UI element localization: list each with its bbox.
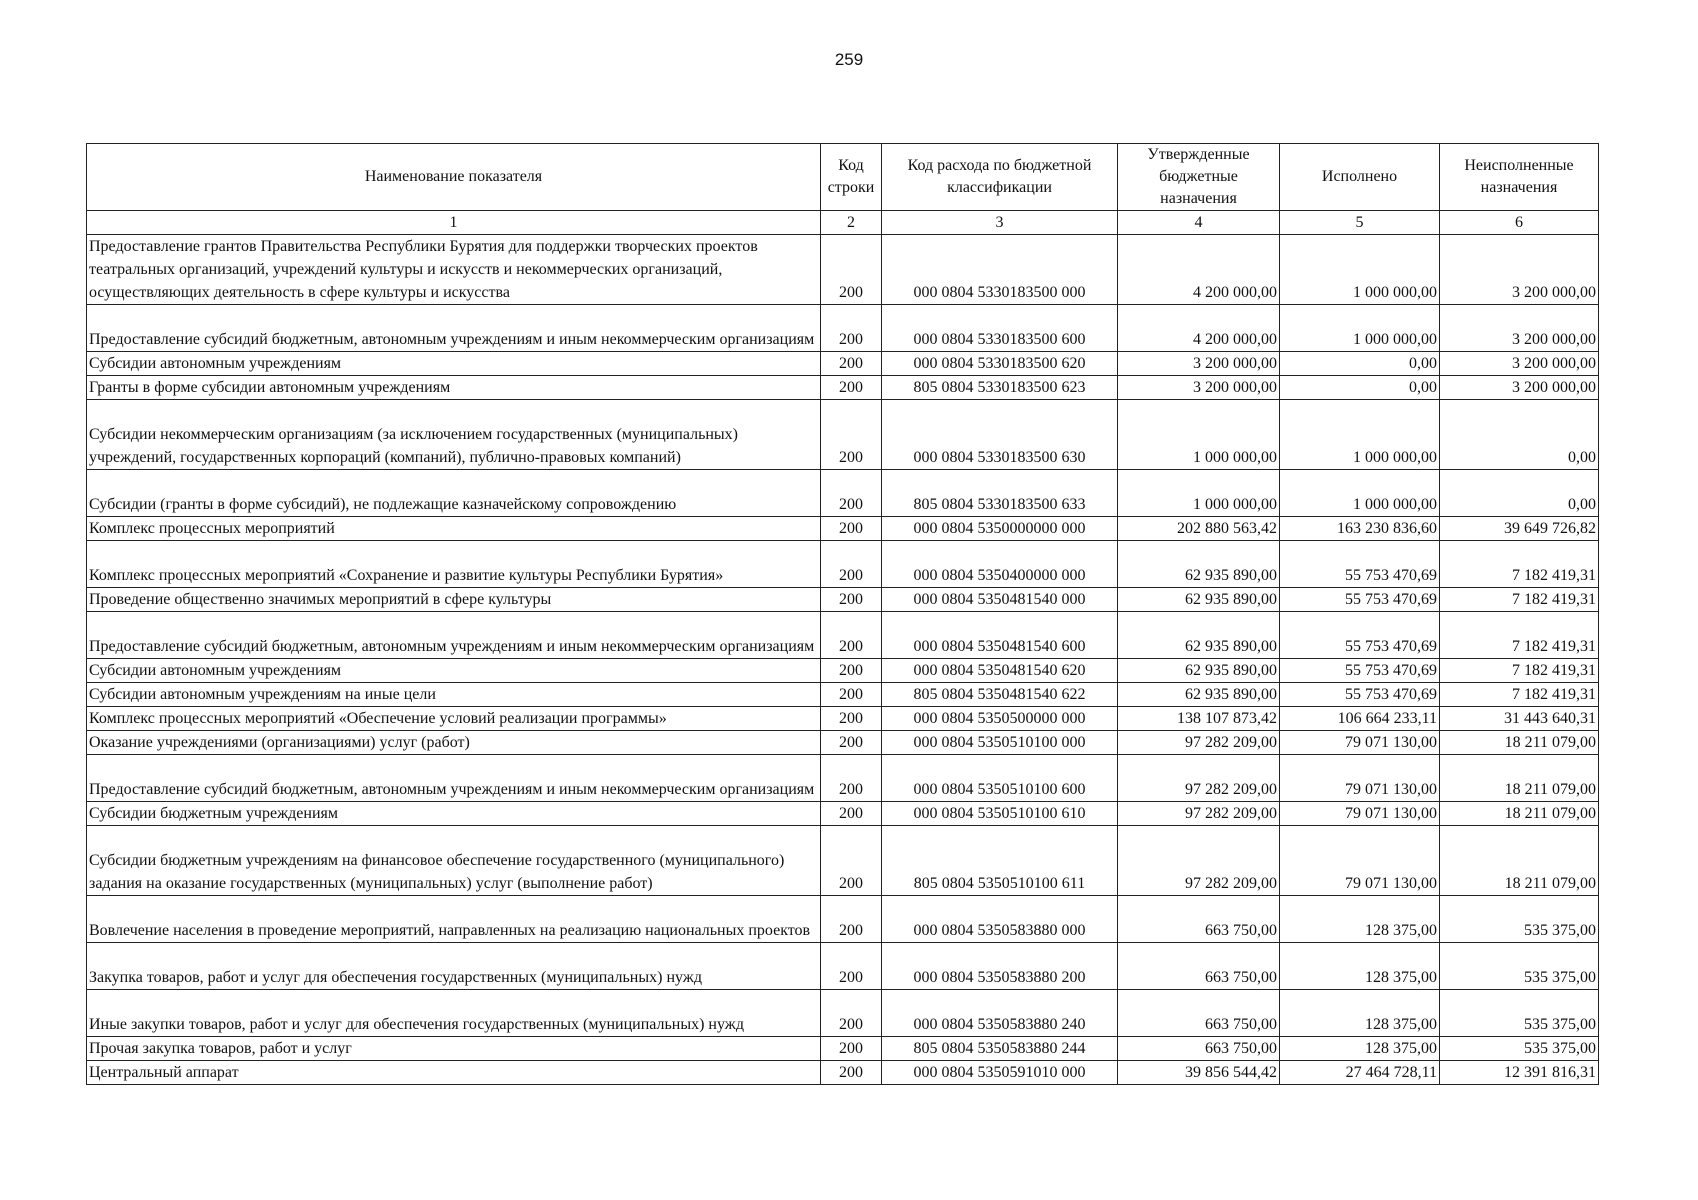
unexecuted-amount: 39 649 726,82 (1440, 517, 1599, 541)
line-code: 200 (821, 659, 882, 683)
executed-amount: 128 375,00 (1280, 1037, 1440, 1061)
line-code: 200 (821, 400, 882, 470)
column-number: 6 (1440, 211, 1599, 235)
expense-code: 000 0804 5330183500 600 (882, 305, 1118, 352)
expense-code: 000 0804 5330183500 620 (882, 352, 1118, 376)
table-row (87, 1061, 1599, 1085)
approved-amount: 97 282 209,00 (1118, 826, 1280, 896)
executed-amount: 1 000 000,00 (1280, 400, 1440, 470)
indicator-name: Субсидии (гранты в форме субсидий), не подлежащие казначейскому сопровождению (87, 470, 821, 517)
table-row (87, 588, 1599, 612)
expense-code: 000 0804 5350583880 000 (882, 896, 1118, 943)
line-code: 200 (821, 990, 882, 1037)
indicator-name: Гранты в форме субсидии автономным учреждениям (87, 376, 821, 400)
table-row (87, 896, 1599, 943)
line-code: 200 (821, 943, 882, 990)
header-approved: Утвержденные бюджетные назначения (1118, 144, 1280, 211)
approved-amount: 663 750,00 (1118, 943, 1280, 990)
unexecuted-amount: 535 375,00 (1440, 943, 1599, 990)
approved-amount: 202 880 563,42 (1118, 517, 1280, 541)
line-code: 200 (821, 612, 882, 659)
table-row (87, 352, 1599, 376)
table-row (87, 943, 1599, 990)
table-row (87, 1037, 1599, 1061)
indicator-name: Комплекс процессных мероприятий (87, 517, 821, 541)
indicator-name: Субсидии бюджетным учреждениям на финансовое обеспечение государственного (муниципального) задания на оказание государственных (муниципальных) услуг (выполнение работ) (87, 826, 821, 896)
approved-amount: 39 856 544,42 (1118, 1061, 1280, 1085)
unexecuted-amount: 31 443 640,31 (1440, 707, 1599, 731)
table-row (87, 612, 1599, 659)
header-executed: Исполнено (1280, 144, 1440, 211)
approved-amount: 3 200 000,00 (1118, 376, 1280, 400)
approved-amount: 663 750,00 (1118, 990, 1280, 1037)
executed-amount: 0,00 (1280, 352, 1440, 376)
executed-amount: 128 375,00 (1280, 896, 1440, 943)
approved-amount: 1 000 000,00 (1118, 470, 1280, 517)
unexecuted-amount: 3 200 000,00 (1440, 352, 1599, 376)
line-code: 200 (821, 376, 882, 400)
column-number-row (87, 211, 1599, 235)
indicator-name: Комплекс процессных мероприятий «Сохранение и развитие культуры Республики Бурятия» (87, 541, 821, 588)
line-code: 200 (821, 352, 882, 376)
executed-amount: 79 071 130,00 (1280, 755, 1440, 802)
approved-amount: 62 935 890,00 (1118, 541, 1280, 588)
executed-amount: 0,00 (1280, 376, 1440, 400)
expense-code: 000 0804 5350400000 000 (882, 541, 1118, 588)
unexecuted-amount: 18 211 079,00 (1440, 731, 1599, 755)
expense-code: 805 0804 5330183500 633 (882, 470, 1118, 517)
line-code: 200 (821, 755, 882, 802)
line-code: 200 (821, 896, 882, 943)
executed-amount: 55 753 470,69 (1280, 612, 1440, 659)
indicator-name: Закупка товаров, работ и услуг для обеспечения государственных (муниципальных) нужд (87, 943, 821, 990)
executed-amount: 79 071 130,00 (1280, 731, 1440, 755)
header-expense-code: Код расхода по бюджетной классификации (882, 144, 1118, 211)
line-code: 200 (821, 707, 882, 731)
line-code: 200 (821, 470, 882, 517)
table-header-row (87, 144, 1599, 211)
unexecuted-amount: 535 375,00 (1440, 1037, 1599, 1061)
indicator-name: Центральный аппарат (87, 1061, 821, 1085)
table-row (87, 517, 1599, 541)
column-number: 3 (882, 211, 1118, 235)
indicator-name: Предоставление субсидий бюджетным, автономным учреждениям и иным некоммерческим организациям (87, 305, 821, 352)
executed-amount: 1 000 000,00 (1280, 470, 1440, 517)
expense-code: 000 0804 5350481540 000 (882, 588, 1118, 612)
executed-amount: 79 071 130,00 (1280, 826, 1440, 896)
expense-code: 000 0804 5350510100 610 (882, 802, 1118, 826)
table-row (87, 305, 1599, 352)
indicator-name: Оказание учреждениями (организациями) услуг (работ) (87, 731, 821, 755)
approved-amount: 97 282 209,00 (1118, 731, 1280, 755)
indicator-name: Комплекс процессных мероприятий «Обеспечение условий реализации программы» (87, 707, 821, 731)
line-code: 200 (821, 1061, 882, 1085)
table-row (87, 731, 1599, 755)
line-code: 200 (821, 802, 882, 826)
unexecuted-amount: 0,00 (1440, 400, 1599, 470)
unexecuted-amount: 3 200 000,00 (1440, 376, 1599, 400)
executed-amount: 79 071 130,00 (1280, 802, 1440, 826)
unexecuted-amount: 7 182 419,31 (1440, 612, 1599, 659)
indicator-name: Прочая закупка товаров, работ и услуг (87, 1037, 821, 1061)
approved-amount: 138 107 873,42 (1118, 707, 1280, 731)
table-row (87, 683, 1599, 707)
column-number: 5 (1280, 211, 1440, 235)
table-row (87, 376, 1599, 400)
indicator-name: Вовлечение населения в проведение мероприятий, направленных на реализацию национальных проектов (87, 896, 821, 943)
column-number: 4 (1118, 211, 1280, 235)
expense-code: 805 0804 5350481540 622 (882, 683, 1118, 707)
unexecuted-amount: 7 182 419,31 (1440, 541, 1599, 588)
indicator-name: Субсидии некоммерческим организациям (за исключением государственных (муниципальных) учреждений, государственных корпораций (компаний), публично-правовых компаний) (87, 400, 821, 470)
approved-amount: 4 200 000,00 (1118, 305, 1280, 352)
executed-amount: 128 375,00 (1280, 943, 1440, 990)
indicator-name: Субсидии автономным учреждениям на иные цели (87, 683, 821, 707)
table-row (87, 541, 1599, 588)
executed-amount: 1 000 000,00 (1280, 305, 1440, 352)
expense-code: 000 0804 5350591010 000 (882, 1061, 1118, 1085)
approved-amount: 62 935 890,00 (1118, 588, 1280, 612)
page-number: 259 (834, 50, 864, 69)
header-indicator-name: Наименование показателя (87, 144, 821, 211)
table-row (87, 990, 1599, 1037)
approved-amount: 97 282 209,00 (1118, 755, 1280, 802)
column-number: 2 (821, 211, 882, 235)
line-code: 200 (821, 826, 882, 896)
expense-code: 000 0804 5350583880 200 (882, 943, 1118, 990)
expense-code: 000 0804 5350510100 000 (882, 731, 1118, 755)
expense-code: 000 0804 5350000000 000 (882, 517, 1118, 541)
indicator-name: Субсидии бюджетным учреждениям (87, 802, 821, 826)
unexecuted-amount: 18 211 079,00 (1440, 826, 1599, 896)
executed-amount: 1 000 000,00 (1280, 235, 1440, 305)
line-code: 200 (821, 683, 882, 707)
column-number: 1 (87, 211, 821, 235)
expense-code: 805 0804 5350510100 611 (882, 826, 1118, 896)
table-row (87, 707, 1599, 731)
expense-code: 000 0804 5350583880 240 (882, 990, 1118, 1037)
unexecuted-amount: 18 211 079,00 (1440, 755, 1599, 802)
executed-amount: 55 753 470,69 (1280, 588, 1440, 612)
approved-amount: 3 200 000,00 (1118, 352, 1280, 376)
approved-amount: 1 000 000,00 (1118, 400, 1280, 470)
expense-code: 000 0804 5330183500 000 (882, 235, 1118, 305)
indicator-name: Предоставление субсидий бюджетным, автономным учреждениям и иным некоммерческим организациям (87, 612, 821, 659)
unexecuted-amount: 7 182 419,31 (1440, 683, 1599, 707)
budget-execution-table (86, 143, 1599, 1085)
unexecuted-amount: 18 211 079,00 (1440, 802, 1599, 826)
table-row (87, 235, 1599, 305)
expense-code: 000 0804 5350481540 600 (882, 612, 1118, 659)
unexecuted-amount: 0,00 (1440, 470, 1599, 517)
unexecuted-amount: 12 391 816,31 (1440, 1061, 1599, 1085)
header-line-code: Код строки (821, 144, 882, 211)
table-row (87, 826, 1599, 896)
approved-amount: 663 750,00 (1118, 1037, 1280, 1061)
header-unexecuted: Неисполненные назначения (1440, 144, 1599, 211)
unexecuted-amount: 535 375,00 (1440, 990, 1599, 1037)
table-row (87, 802, 1599, 826)
indicator-name: Предоставление грантов Правительства Республики Бурятия для поддержки творческих проектов театральных организаций, учреждений культуры и искусств и некоммерческих организаций, осуществляющих деятельность в сфере культуры и искусства (87, 235, 821, 305)
approved-amount: 663 750,00 (1118, 896, 1280, 943)
table-row (87, 755, 1599, 802)
line-code: 200 (821, 541, 882, 588)
expense-code: 805 0804 5350583880 244 (882, 1037, 1118, 1061)
approved-amount: 62 935 890,00 (1118, 683, 1280, 707)
executed-amount: 106 664 233,11 (1280, 707, 1440, 731)
expense-code: 000 0804 5350510100 600 (882, 755, 1118, 802)
approved-amount: 4 200 000,00 (1118, 235, 1280, 305)
unexecuted-amount: 3 200 000,00 (1440, 235, 1599, 305)
executed-amount: 55 753 470,69 (1280, 683, 1440, 707)
approved-amount: 97 282 209,00 (1118, 802, 1280, 826)
executed-amount: 55 753 470,69 (1280, 659, 1440, 683)
approved-amount: 62 935 890,00 (1118, 612, 1280, 659)
line-code: 200 (821, 517, 882, 541)
line-code: 200 (821, 731, 882, 755)
unexecuted-amount: 7 182 419,31 (1440, 588, 1599, 612)
expense-code: 805 0804 5330183500 623 (882, 376, 1118, 400)
table-row (87, 400, 1599, 470)
expense-code: 000 0804 5350481540 620 (882, 659, 1118, 683)
executed-amount: 55 753 470,69 (1280, 541, 1440, 588)
indicator-name: Проведение общественно значимых мероприятий в сфере культуры (87, 588, 821, 612)
line-code: 200 (821, 1037, 882, 1061)
line-code: 200 (821, 588, 882, 612)
executed-amount: 163 230 836,60 (1280, 517, 1440, 541)
line-code: 200 (821, 305, 882, 352)
unexecuted-amount: 7 182 419,31 (1440, 659, 1599, 683)
indicator-name: Субсидии автономным учреждениям (87, 352, 821, 376)
executed-amount: 128 375,00 (1280, 990, 1440, 1037)
indicator-name: Иные закупки товаров, работ и услуг для обеспечения государственных (муниципальных) нужд (87, 990, 821, 1037)
executed-amount: 27 464 728,11 (1280, 1061, 1440, 1085)
table-row (87, 470, 1599, 517)
expense-code: 000 0804 5350500000 000 (882, 707, 1118, 731)
unexecuted-amount: 535 375,00 (1440, 896, 1599, 943)
unexecuted-amount: 3 200 000,00 (1440, 305, 1599, 352)
expense-code: 000 0804 5330183500 630 (882, 400, 1118, 470)
line-code: 200 (821, 235, 882, 305)
approved-amount: 62 935 890,00 (1118, 659, 1280, 683)
indicator-name: Предоставление субсидий бюджетным, автономным учреждениям и иным некоммерческим организациям (87, 755, 821, 802)
table-row (87, 659, 1599, 683)
indicator-name: Субсидии автономным учреждениям (87, 659, 821, 683)
